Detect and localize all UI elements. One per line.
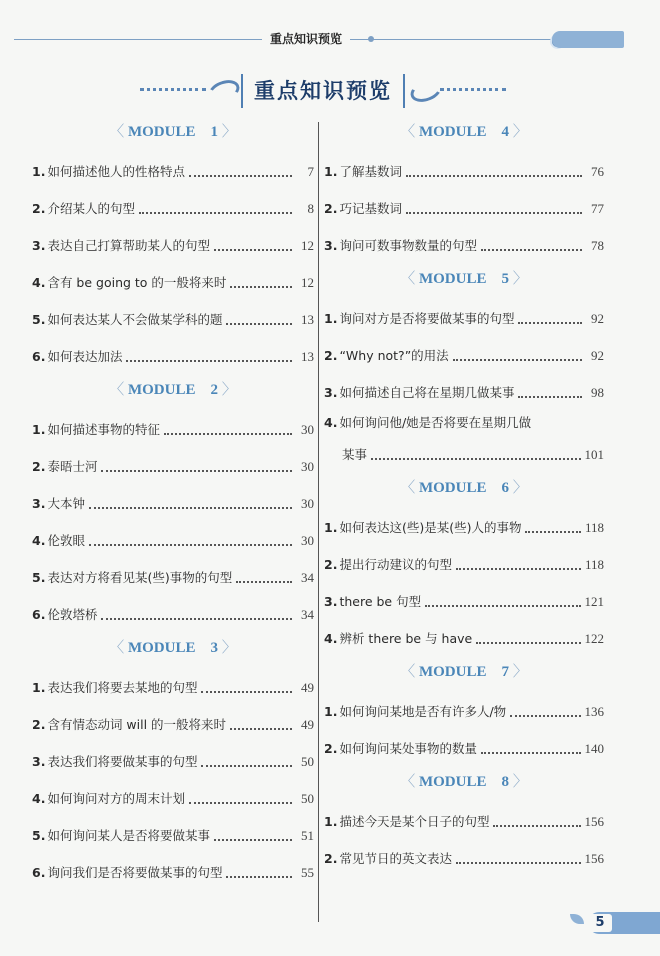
toc-entry[interactable] xyxy=(324,193,604,218)
toc-entry-continuation[interactable] xyxy=(324,439,604,464)
entry-number: 1. xyxy=(324,704,338,719)
toc-entry[interactable] xyxy=(32,193,314,218)
toc-entry[interactable] xyxy=(324,414,604,432)
module-label: MODULE 4 xyxy=(418,124,509,140)
entry-page-number: 156 xyxy=(584,814,604,829)
dot-leader xyxy=(453,347,582,361)
toc-left-column xyxy=(32,118,314,894)
entry-number: 2. xyxy=(32,717,46,732)
dotted-ornament-left xyxy=(140,88,206,91)
module-heading xyxy=(32,378,314,402)
entry-title: 如何描述事物的特征 xyxy=(47,422,160,437)
entry-title: 巧记基数词 xyxy=(339,201,402,216)
angle-bracket-right: 〉 xyxy=(509,480,528,496)
angle-bracket-right: 〉 xyxy=(509,271,528,287)
dot-leader xyxy=(101,606,292,620)
entry-number: 3. xyxy=(324,238,338,253)
entry-number: 2. xyxy=(32,201,46,216)
entry-page-number: 92 xyxy=(591,311,604,326)
entry-title: 伦敦眼 xyxy=(47,533,85,548)
dot-leader xyxy=(201,679,292,693)
entry-number: 3. xyxy=(32,238,46,253)
entry-number: 6. xyxy=(32,607,46,622)
entry-title: 表达对方将看见某(些)事物的句型 xyxy=(47,570,233,585)
toc-entry[interactable] xyxy=(324,512,604,537)
entry-number: 4. xyxy=(32,791,46,806)
entry-title: 表达自己打算帮助某人的句型 xyxy=(47,238,210,253)
column-divider xyxy=(318,122,319,922)
toc-entry[interactable] xyxy=(32,230,314,255)
angle-bracket-right: 〉 xyxy=(218,382,237,398)
toc-entry[interactable] xyxy=(324,623,604,648)
entry-title: 泰晤士河 xyxy=(47,459,98,474)
entry-title: 如何询问某处事物的数量 xyxy=(339,741,477,756)
toc-entry[interactable] xyxy=(32,341,314,366)
entry-page-number: 122 xyxy=(584,631,604,646)
entry-title: 如何询问对方的周末计划 xyxy=(47,791,185,806)
toc-entry[interactable] xyxy=(32,267,314,292)
toc-entry[interactable] xyxy=(32,562,314,587)
dot-leader xyxy=(525,519,581,533)
entry-title: 如何描述他人的性格特点 xyxy=(47,164,185,179)
dot-leader xyxy=(226,311,292,325)
angle-bracket-right: 〉 xyxy=(509,664,528,680)
entry-title: 如何询问某人是否将要做某事 xyxy=(47,828,210,843)
entry-page-number: 118 xyxy=(584,520,604,535)
toc-entry[interactable] xyxy=(32,820,314,845)
angle-bracket-left: 〈 xyxy=(400,480,419,496)
entry-title: “Why not?”的用法 xyxy=(339,348,449,363)
swirl-icon-left xyxy=(206,76,243,106)
entry-number: 5. xyxy=(32,828,46,843)
toc-right-column xyxy=(324,118,604,880)
toc-entry[interactable] xyxy=(32,414,314,439)
entry-page-number: 13 xyxy=(301,312,314,327)
entry-number: 4. xyxy=(32,275,46,290)
entry-title: 如何表达某人不会做某学科的题 xyxy=(47,312,223,327)
dot-leader xyxy=(518,310,582,324)
entry-title: 含有情态动词 will 的一般将来时 xyxy=(47,717,227,732)
module-heading xyxy=(324,476,604,500)
module-label: MODULE 1 xyxy=(127,124,218,140)
entry-title: 提出行动建议的句型 xyxy=(339,557,452,572)
angle-bracket-right: 〉 xyxy=(218,124,237,140)
toc-entry[interactable] xyxy=(324,586,604,611)
entry-title: 如何表达加法 xyxy=(47,349,123,364)
dot-leader xyxy=(214,237,292,251)
angle-bracket-left: 〈 xyxy=(400,774,419,790)
entry-page-number: 121 xyxy=(584,594,604,609)
dot-leader xyxy=(189,163,292,177)
dot-leader xyxy=(236,569,292,583)
module-heading xyxy=(324,770,604,794)
entry-title: 了解基数词 xyxy=(339,164,402,179)
dot-leader xyxy=(230,716,292,730)
entry-page-number: 49 xyxy=(301,680,314,695)
entry-number: 6. xyxy=(32,349,46,364)
entry-number: 3. xyxy=(324,594,338,609)
entry-number: 1. xyxy=(324,311,338,326)
entry-number: 2. xyxy=(324,557,338,572)
entry-number: 2. xyxy=(324,201,338,216)
toc-entry[interactable] xyxy=(32,451,314,476)
dot-leader xyxy=(164,421,292,435)
entry-number: 6. xyxy=(32,865,46,880)
entry-title: 伦敦塔桥 xyxy=(47,607,98,622)
dot-leader xyxy=(476,630,580,644)
entry-number: 1. xyxy=(32,164,46,179)
entry-title: 如何表达这(些)是某(些)人的事物 xyxy=(339,520,522,535)
module-label: MODULE 7 xyxy=(418,664,509,680)
module-heading xyxy=(324,660,604,684)
entry-number: 2. xyxy=(324,741,338,756)
toc-entry[interactable] xyxy=(324,696,604,721)
entry-title-continued: 某事 xyxy=(342,447,368,462)
entry-page-number: 118 xyxy=(584,557,604,572)
entry-number: 5. xyxy=(32,312,46,327)
running-header-title: 重点知识预览 xyxy=(262,30,350,47)
entry-page-number: 136 xyxy=(584,704,604,719)
toc-entry[interactable] xyxy=(32,857,314,882)
dot-leader xyxy=(371,446,580,460)
toc-entry[interactable] xyxy=(324,230,604,255)
module-heading xyxy=(32,120,314,144)
leaf-icon xyxy=(570,914,584,924)
page-number: 5 xyxy=(588,914,612,932)
dot-leader xyxy=(89,495,292,509)
entry-number: 3. xyxy=(324,385,338,400)
header-tab xyxy=(552,31,624,48)
entry-page-number: 7 xyxy=(307,164,314,179)
entry-number: 2. xyxy=(324,348,338,363)
entry-number: 2. xyxy=(32,459,46,474)
angle-bracket-left: 〈 xyxy=(109,124,128,140)
entry-number: 1. xyxy=(324,520,338,535)
entry-page-number: 34 xyxy=(301,570,314,585)
entry-title: 如何询问他/她是否将要在星期几做 xyxy=(339,415,532,430)
header-ornament xyxy=(368,36,374,42)
entry-number: 5. xyxy=(32,570,46,585)
toc-entry[interactable] xyxy=(324,549,604,574)
entry-title: 询问可数事物数量的句型 xyxy=(339,238,477,253)
toc-entry[interactable] xyxy=(32,525,314,550)
entry-page-number: 30 xyxy=(301,459,314,474)
dot-leader xyxy=(518,384,582,398)
entry-title: 含有 be going to 的一般将来时 xyxy=(47,275,227,290)
entry-page-number: 98 xyxy=(591,385,604,400)
entry-title: 如何询问某地是否有许多人/物 xyxy=(339,704,507,719)
dot-leader xyxy=(201,753,292,767)
entry-title: 辨析 there be 与 have xyxy=(339,631,473,646)
toc-entry[interactable] xyxy=(324,843,604,868)
angle-bracket-left: 〈 xyxy=(109,640,128,656)
dot-leader xyxy=(406,200,582,214)
angle-bracket-left: 〈 xyxy=(109,382,128,398)
entry-number: 4. xyxy=(324,415,338,430)
toc-entry[interactable] xyxy=(32,488,314,513)
entry-page-number: 51 xyxy=(301,828,314,843)
toc-entry[interactable] xyxy=(324,156,604,181)
entry-title: 询问对方是否将要做某事的句型 xyxy=(339,311,515,326)
dot-leader xyxy=(89,532,292,546)
toc-entry[interactable] xyxy=(32,304,314,329)
toc-entry[interactable] xyxy=(32,156,314,181)
dot-leader xyxy=(126,348,292,362)
module-heading xyxy=(324,120,604,144)
entry-title: 询问我们是否将要做某事的句型 xyxy=(47,865,223,880)
toc-entry[interactable] xyxy=(32,709,314,734)
toc-entry[interactable] xyxy=(324,806,604,831)
toc-entry[interactable] xyxy=(32,672,314,697)
module-label: MODULE 2 xyxy=(127,382,218,398)
angle-bracket-left: 〈 xyxy=(400,664,419,680)
dot-leader xyxy=(481,237,582,251)
entry-title: 常见节日的英文表达 xyxy=(339,851,452,866)
angle-bracket-right: 〉 xyxy=(218,640,237,656)
dot-leader xyxy=(481,740,581,754)
dot-leader xyxy=(456,850,581,864)
entry-page-number: 49 xyxy=(301,717,314,732)
entry-page-number: 13 xyxy=(301,349,314,364)
angle-bracket-right: 〉 xyxy=(509,774,528,790)
title-banner xyxy=(0,72,660,112)
entry-page-number: 140 xyxy=(584,741,604,756)
entry-title: 介绍某人的句型 xyxy=(47,201,135,216)
running-header xyxy=(0,28,660,52)
entry-page-number: 8 xyxy=(307,201,314,216)
toc-entry[interactable] xyxy=(32,599,314,624)
entry-page-number: 156 xyxy=(584,851,604,866)
entry-page-number: 12 xyxy=(301,275,314,290)
entry-number: 1. xyxy=(324,164,338,179)
toc-entry[interactable] xyxy=(324,340,604,365)
entry-page-number: 30 xyxy=(301,496,314,511)
page-title: 重点知识预览 xyxy=(241,74,405,108)
toc-entry[interactable] xyxy=(32,783,314,808)
entry-title: 表达我们将要做某事的句型 xyxy=(47,754,198,769)
module-heading xyxy=(324,267,604,291)
module-label: MODULE 5 xyxy=(418,271,509,287)
module-label: MODULE 3 xyxy=(127,640,218,656)
entry-number: 3. xyxy=(32,754,46,769)
entry-title: 大本钟 xyxy=(47,496,85,511)
module-heading xyxy=(32,636,314,660)
entry-title: 表达我们将要去某地的句型 xyxy=(47,680,198,695)
entry-title: 描述今天是某个日子的句型 xyxy=(339,814,490,829)
dot-leader xyxy=(510,703,580,717)
entry-page-number: 77 xyxy=(591,201,604,216)
dot-leader xyxy=(226,864,292,878)
angle-bracket-right: 〉 xyxy=(509,124,528,140)
entry-page-number: 76 xyxy=(591,164,604,179)
dot-leader xyxy=(214,827,292,841)
dot-leader xyxy=(456,556,581,570)
entry-number: 2. xyxy=(324,851,338,866)
entry-page-number: 101 xyxy=(584,447,604,462)
entry-title: 如何描述自己将在星期几做某事 xyxy=(339,385,515,400)
dotted-ornament-right xyxy=(440,88,506,91)
angle-bracket-left: 〈 xyxy=(400,124,419,140)
entry-page-number: 34 xyxy=(301,607,314,622)
entry-page-number: 50 xyxy=(301,754,314,769)
entry-page-number: 12 xyxy=(301,238,314,253)
swirl-icon-right xyxy=(408,76,445,106)
toc-entry[interactable] xyxy=(324,377,604,402)
entry-number: 3. xyxy=(32,496,46,511)
entry-page-number: 50 xyxy=(301,791,314,806)
entry-number: 1. xyxy=(32,422,46,437)
dot-leader xyxy=(139,200,292,214)
toc-entry[interactable] xyxy=(324,303,604,328)
dot-leader xyxy=(189,790,292,804)
dot-leader xyxy=(230,274,292,288)
module-label: MODULE 8 xyxy=(418,774,509,790)
dot-leader xyxy=(425,593,580,607)
toc-entry[interactable] xyxy=(324,733,604,758)
dot-leader xyxy=(493,813,580,827)
angle-bracket-left: 〈 xyxy=(400,271,419,287)
entry-number: 1. xyxy=(324,814,338,829)
entry-number: 4. xyxy=(324,631,338,646)
entry-page-number: 30 xyxy=(301,533,314,548)
entry-page-number: 92 xyxy=(591,348,604,363)
entry-number: 1. xyxy=(32,680,46,695)
module-label: MODULE 6 xyxy=(418,480,509,496)
entry-title: there be 句型 xyxy=(339,594,422,609)
entry-page-number: 30 xyxy=(301,422,314,437)
dot-leader xyxy=(101,458,292,472)
entry-page-number: 55 xyxy=(301,865,314,880)
dot-leader xyxy=(406,163,582,177)
entry-number: 4. xyxy=(32,533,46,548)
toc-entry[interactable] xyxy=(32,746,314,771)
entry-page-number: 78 xyxy=(591,238,604,253)
